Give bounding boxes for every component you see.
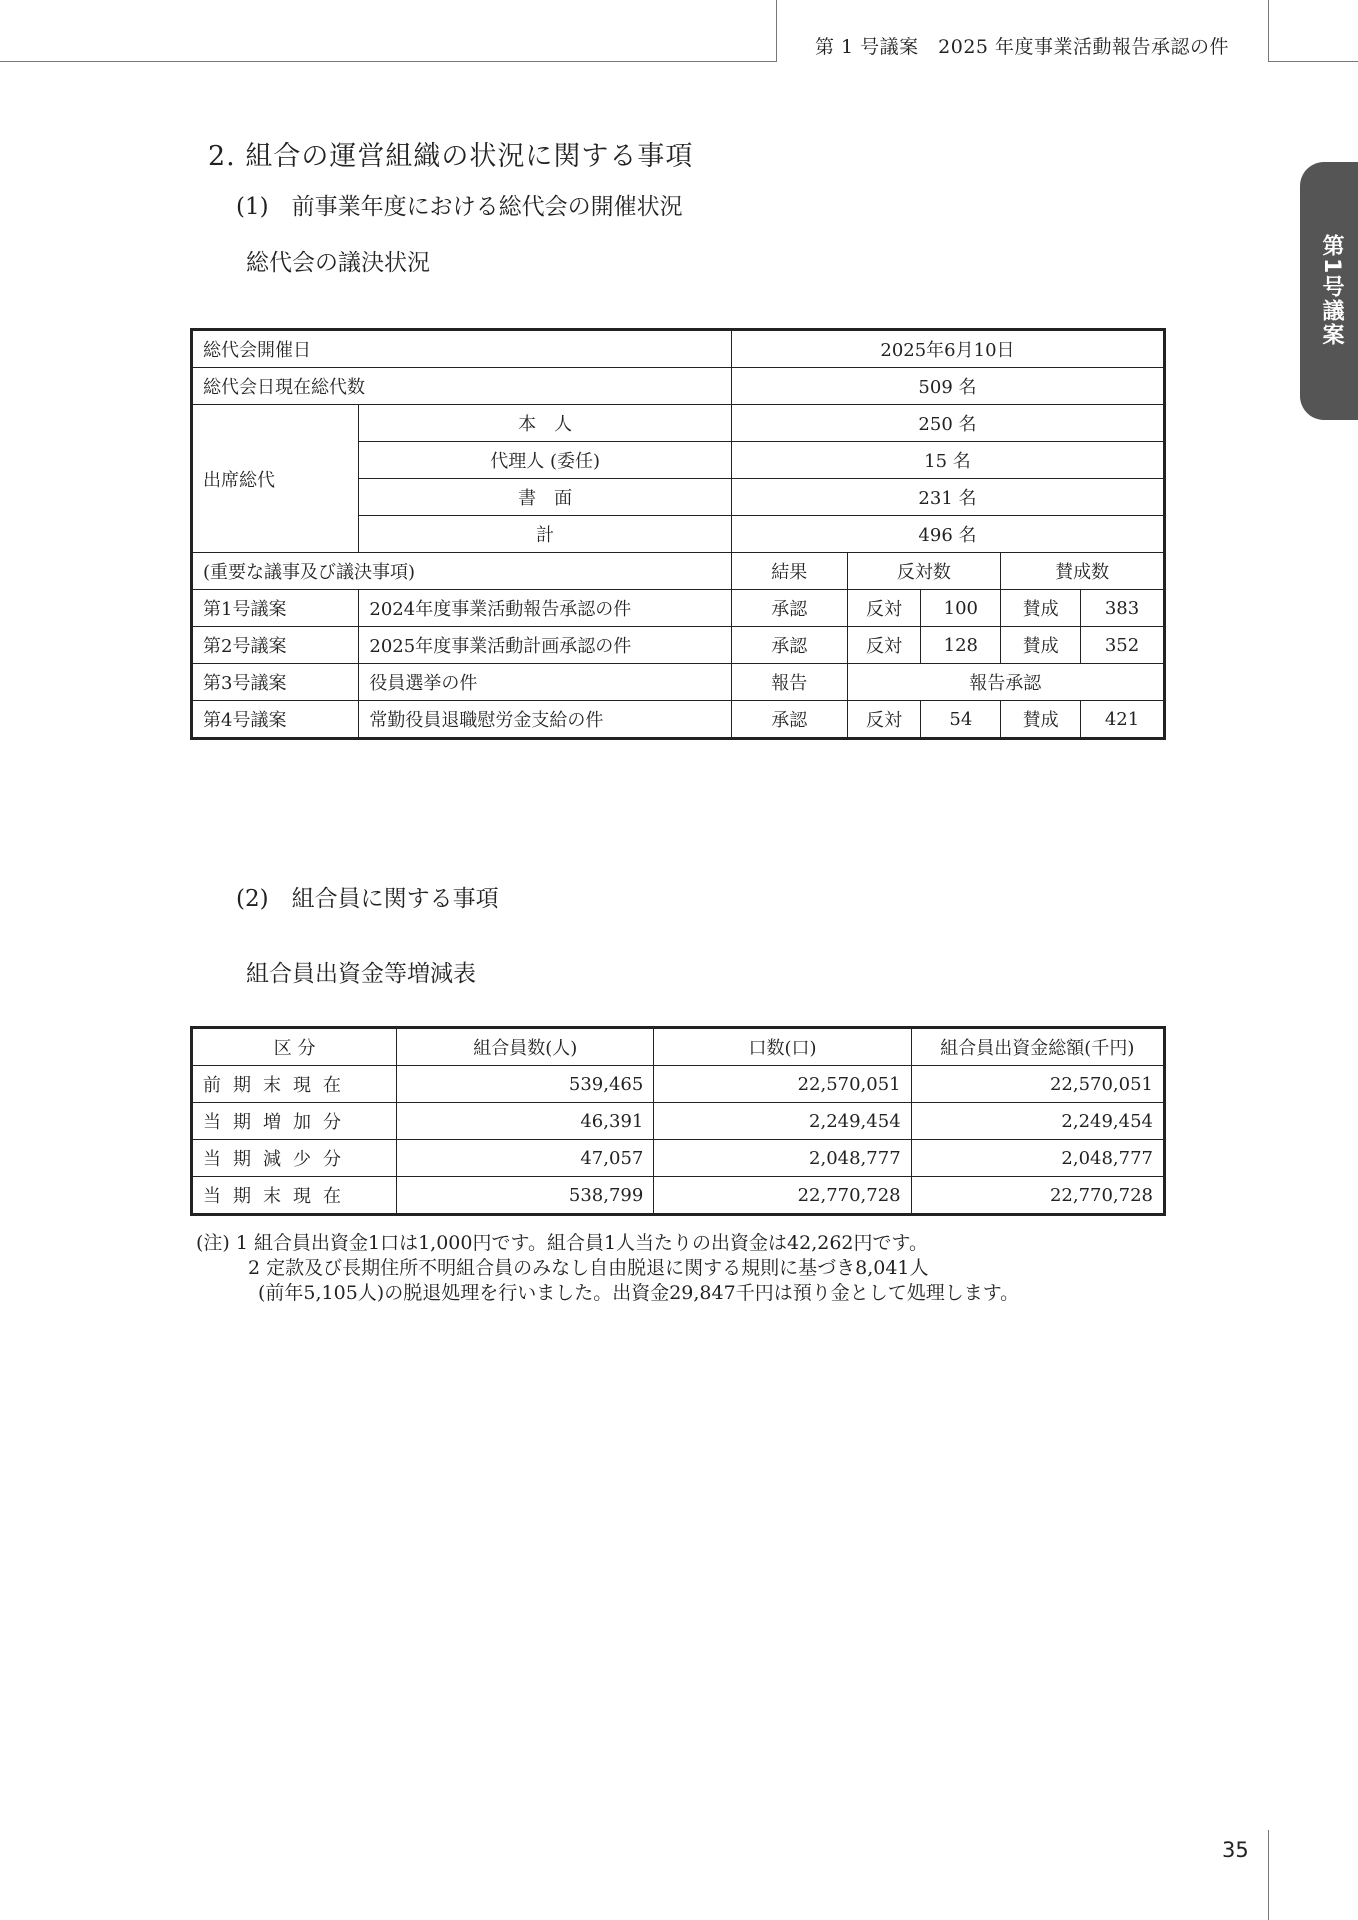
for-label: 賛成 (1001, 701, 1081, 739)
motion-title: 2024年度事業活動報告承認の件 (359, 590, 732, 627)
subsection-heading-2: (2) 組合員に関する事項 (236, 886, 499, 912)
attendance-type: 本 人 (359, 405, 732, 442)
matters-header: (重要な議事及び議決事項) (192, 553, 732, 590)
amount-cell: 2,048,777 (911, 1140, 1164, 1177)
against-label: 反対 (847, 701, 921, 739)
attendance-value: 15 名 (731, 442, 1164, 479)
capital-change-table (190, 1026, 1166, 1216)
table-row (192, 1103, 1165, 1140)
members-cell: 538,799 (397, 1177, 654, 1215)
amount-cell: 22,570,051 (911, 1066, 1164, 1103)
table-row (192, 590, 1165, 627)
side-tab-label: 第1号議案 (1319, 234, 1344, 348)
motion-result: 承認 (731, 701, 847, 739)
motion-title: 役員選挙の件 (359, 664, 732, 701)
table-row (192, 1066, 1165, 1103)
header-rule-right (1268, 61, 1358, 62)
row-label: 当期末現在 (192, 1177, 397, 1215)
table-row (192, 330, 1165, 368)
total-delegates-label: 総代会日現在総代数 (192, 368, 732, 405)
header-rule-left (0, 61, 776, 62)
amount-cell: 2,249,454 (911, 1103, 1164, 1140)
column-header: 組合員出資金総額(千円) (911, 1028, 1164, 1066)
table-row (192, 664, 1165, 701)
motion-number: 第4号議案 (192, 701, 359, 739)
table1-caption: 総代会の議決状況 (246, 250, 430, 276)
table2-caption: 組合員出資金等増減表 (246, 961, 476, 987)
members-cell: 539,465 (397, 1066, 654, 1103)
motion-merged-result: 報告承認 (847, 664, 1164, 701)
attendance-type: 計 (359, 516, 732, 553)
row-label: 前期末現在 (192, 1066, 397, 1103)
motion-title: 2025年度事業活動計画承認の件 (359, 627, 732, 664)
meeting-date-label: 総代会開催日 (192, 330, 732, 368)
note-2: 2 定款及び長期住所不明組合員のみなし自由脱退に関する規則に基づき8,041人 (248, 1257, 929, 1279)
against-label: 反対 (847, 590, 921, 627)
row-label: 当期減少分 (192, 1140, 397, 1177)
against-label: 反対 (847, 627, 921, 664)
table-row (192, 701, 1165, 739)
amount-cell: 22,770,728 (911, 1177, 1164, 1215)
note-1: (注) 1 組合員出資金1口は1,000円です。組合員1人当たりの出資金は42,262円です。 (196, 1232, 929, 1254)
page-number: 35 (1222, 1838, 1249, 1862)
total-delegates-value: 509 名 (731, 368, 1164, 405)
for-count: 421 (1081, 701, 1165, 739)
attendance-label: 出席総代 (192, 405, 359, 553)
members-cell: 46,391 (397, 1103, 654, 1140)
table-row (192, 1177, 1165, 1215)
for-count: 352 (1081, 627, 1165, 664)
motion-result: 承認 (731, 590, 847, 627)
against-header: 反対数 (847, 553, 1001, 590)
header-divider-right (1268, 0, 1269, 62)
motion-number: 第3号議案 (192, 664, 359, 701)
note-2-continued: (前年5,105人)の脱退処理を行いました。出資金29,847千円は預り金として処理します。 (258, 1282, 1020, 1304)
table-row (192, 368, 1165, 405)
for-label: 賛成 (1001, 590, 1081, 627)
header-title: 第 1 号議案 2025 年度事業活動報告承認の件 (814, 36, 1230, 58)
attendance-type: 書 面 (359, 479, 732, 516)
column-header: 口数(口) (654, 1028, 911, 1066)
units-cell: 22,770,728 (654, 1177, 911, 1215)
column-header: 区 分 (192, 1028, 397, 1066)
for-label: 賛成 (1001, 627, 1081, 664)
page-number-rule (1268, 1830, 1269, 1920)
attendance-type: 代理人 (委任) (359, 442, 732, 479)
motion-number: 第1号議案 (192, 590, 359, 627)
row-label: 当期増加分 (192, 1103, 397, 1140)
motion-title: 常勤役員退職慰労金支給の件 (359, 701, 732, 739)
units-cell: 2,048,777 (654, 1140, 911, 1177)
against-count: 128 (921, 627, 1001, 664)
table-header-row (192, 1028, 1165, 1066)
units-cell: 22,570,051 (654, 1066, 911, 1103)
result-header: 結果 (731, 553, 847, 590)
for-count: 383 (1081, 590, 1165, 627)
table-row (192, 405, 1165, 442)
units-cell: 2,249,454 (654, 1103, 911, 1140)
against-count: 100 (921, 590, 1001, 627)
attendance-value: 496 名 (731, 516, 1164, 553)
column-header: 組合員数(人) (397, 1028, 654, 1066)
meeting-date-value: 2025年6月10日 (731, 330, 1164, 368)
motion-number: 第2号議案 (192, 627, 359, 664)
table-row (192, 1140, 1165, 1177)
resolution-table (190, 328, 1166, 740)
motion-result: 承認 (731, 627, 847, 664)
attendance-value: 250 名 (731, 405, 1164, 442)
members-cell: 47,057 (397, 1140, 654, 1177)
for-header: 賛成数 (1001, 553, 1165, 590)
subsection-heading-1: (1) 前事業年度における総代会の開催状況 (236, 194, 683, 220)
motion-result: 報告 (731, 664, 847, 701)
against-count: 54 (921, 701, 1001, 739)
side-tab[interactable] (1300, 162, 1358, 420)
table-row (192, 627, 1165, 664)
table-header-row (192, 553, 1165, 590)
attendance-value: 231 名 (731, 479, 1164, 516)
section-heading: 2. 組合の運営組織の状況に関する事項 (208, 141, 694, 172)
